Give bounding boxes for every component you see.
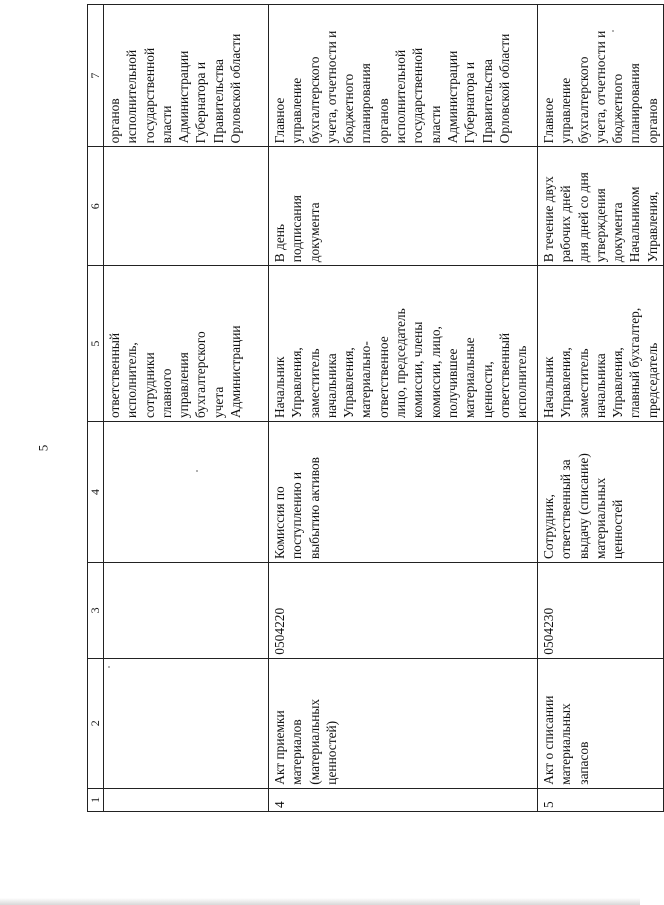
deadline-cell: В день подписания документа — [269, 147, 538, 266]
rotated-table-container — [87, 4, 660, 812]
responsible-cell: Комиссия по поступлению и выбытию активов — [269, 422, 538, 563]
scan-speck — [196, 470, 198, 472]
form-code-cell: 0504220 — [269, 563, 538, 659]
document-name-cell: Акт приемки материалов (материальных ценностей) — [269, 658, 538, 788]
header-col-3: 3 — [88, 563, 104, 659]
table-header-row — [88, 5, 104, 812]
header-col-2: 2 — [88, 658, 104, 788]
document-name-cell: Акт о списании материальных запасов — [538, 658, 664, 788]
scan-bottom-edge — [0, 898, 640, 905]
signers-cell: Начальник Управления, заместитель начальника Управления, материально- ответственное лицо, председатель комиссии, члены комиссии, лицо, получившее материальные ценности, ответственный исполнитель — [269, 266, 538, 422]
header-col-6: 6 — [88, 147, 104, 266]
row-number-cell: 5 — [538, 788, 664, 811]
signers-cell: ответственный исполнитель, сотрудники главного управления бухгалтерского учета Администрации — [104, 266, 269, 422]
page-number: 5 — [35, 444, 51, 452]
row-number-cell — [104, 788, 269, 811]
form-code-cell — [104, 563, 269, 659]
signers-cell: Начальник Управления, заместитель начальника Управления, главный бухгалтер, председатель — [538, 266, 664, 422]
header-col-7: 7 — [88, 5, 104, 147]
recipient-cell: органов исполнительной государственной власти Администрации Губернатора и Правительства Орловской области — [104, 5, 269, 147]
table-row — [538, 5, 664, 812]
deadline-cell — [104, 147, 269, 266]
document-name-cell — [104, 658, 269, 788]
scan-speck — [612, 30, 614, 32]
table-row — [269, 5, 538, 812]
form-code-cell: 0504230 — [538, 563, 664, 659]
header-col-1: 1 — [88, 788, 104, 811]
header-col-5: 5 — [88, 266, 104, 422]
responsible-cell: Сотрудник, ответственный за выдачу (списание) материальных ценностей — [538, 422, 664, 563]
deadline-cell: В течение двух рабочих дней дня дней со дня утверждения документа Начальником Управления, — [538, 147, 664, 266]
row-number-cell: 4 — [269, 788, 538, 811]
responsible-cell — [104, 422, 269, 563]
scan-speck — [108, 666, 110, 668]
recipient-cell: Главное управление бухгалтерского учета, отчетности и бюджетного планирования органов — [538, 5, 664, 147]
header-col-4: 4 — [88, 422, 104, 563]
documents-table — [87, 4, 664, 812]
table-row — [104, 5, 269, 812]
recipient-cell: Главное управление бухгалтерского учета, отчетности и бюджетного планирования органов исполнительной государственной власти Администрации Губернатора и Правительства Орловской области — [269, 5, 538, 147]
